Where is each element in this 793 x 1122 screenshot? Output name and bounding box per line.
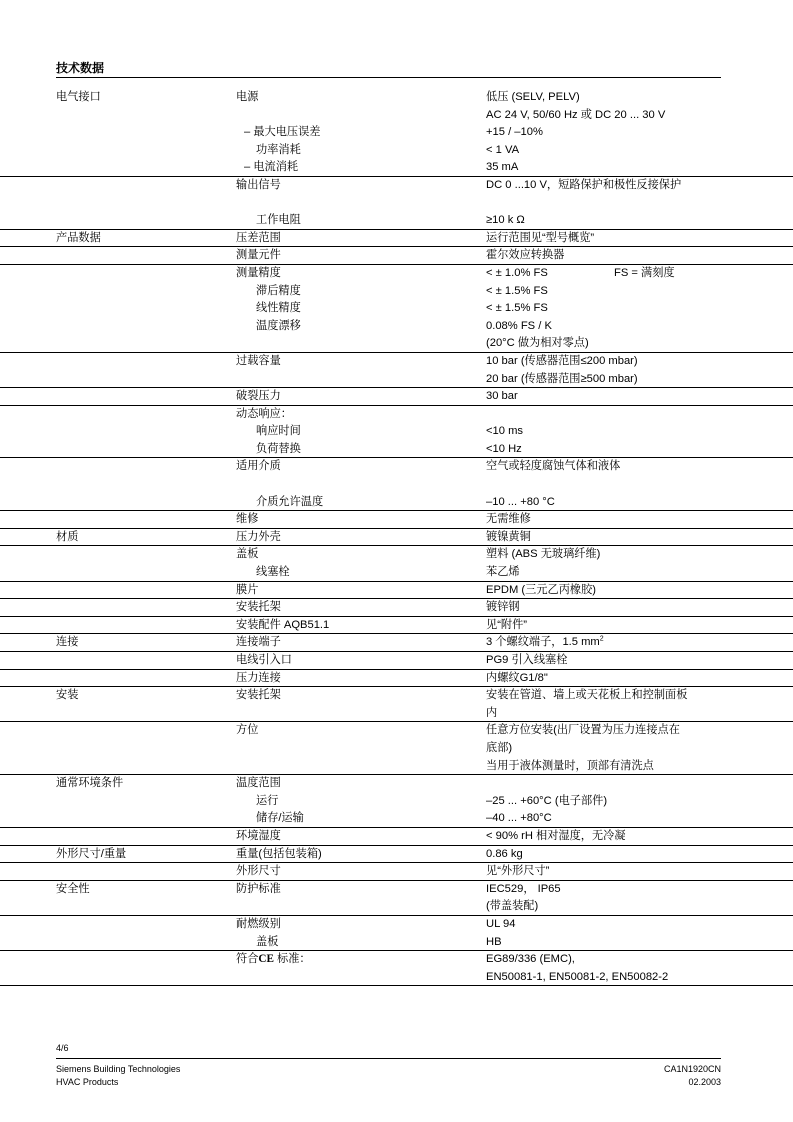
table-row bbox=[0, 195, 793, 213]
table-row bbox=[0, 353, 793, 371]
spec-value: 35 mA bbox=[486, 161, 519, 174]
table-row bbox=[0, 511, 793, 529]
spec-label: 工作电阻 bbox=[256, 214, 301, 227]
spec-label: 盖板 bbox=[256, 935, 279, 948]
table-row bbox=[0, 247, 793, 265]
table-row bbox=[0, 124, 793, 142]
spec-label: 线塞栓 bbox=[256, 566, 290, 579]
spec-label: 膜片 bbox=[236, 583, 259, 596]
document-date: 02.2003 bbox=[688, 1076, 721, 1087]
spec-value: 20 bar (传感器范围≥500 mbar) bbox=[486, 372, 638, 385]
footer-left bbox=[56, 1063, 180, 1089]
spec-label: 温度漂移 bbox=[256, 319, 301, 332]
table-row bbox=[0, 705, 793, 723]
spec-label: 破裂压力 bbox=[236, 390, 281, 403]
spec-value: 内螺纹G1/8" bbox=[486, 671, 548, 684]
table-row bbox=[0, 423, 793, 441]
table-row bbox=[0, 265, 793, 283]
spec-value: (20°C 做为相对零点) bbox=[486, 337, 589, 350]
title-divider bbox=[56, 77, 721, 78]
spec-label: 安装托架 bbox=[236, 689, 281, 702]
compliance-label: 符合 bbox=[236, 953, 259, 966]
spec-value: 0.08% FS / K bbox=[486, 319, 552, 332]
spec-note: FS = 满刻度 bbox=[614, 266, 675, 279]
spec-value: 见“外形尺寸” bbox=[486, 865, 550, 878]
table-row bbox=[0, 159, 793, 177]
table-row bbox=[0, 494, 793, 512]
table-row bbox=[0, 599, 793, 617]
table-row bbox=[0, 283, 793, 301]
spec-value: 低压 (SELV, PELV) bbox=[486, 91, 580, 103]
spec-label: 动态响应： bbox=[236, 407, 292, 420]
spec-label: 测量元件 bbox=[236, 249, 281, 262]
ce-mark: CE bbox=[258, 953, 274, 966]
table-row bbox=[0, 634, 793, 652]
table-row bbox=[0, 969, 793, 987]
table-row bbox=[0, 458, 793, 476]
table-row bbox=[0, 810, 793, 828]
table-row bbox=[0, 564, 793, 582]
spec-label: – 电流消耗 bbox=[244, 161, 299, 174]
spec-label: 适用介质 bbox=[236, 460, 281, 473]
spec-value: < ± 1.5% FS bbox=[486, 284, 548, 297]
spec-label: 维修 bbox=[236, 513, 259, 526]
spec-value: 镀镍黄铜 bbox=[486, 530, 531, 543]
spec-label: 重量(包括包装箱) bbox=[236, 847, 322, 860]
category-label: 外形尺寸/重量 bbox=[56, 847, 127, 860]
spec-value: 无需维修 bbox=[486, 513, 531, 526]
table-row bbox=[0, 898, 793, 916]
table-row bbox=[0, 107, 793, 125]
division-name: HVAC Products bbox=[56, 1076, 119, 1087]
spec-label bbox=[236, 951, 311, 969]
page-number: 4/6 bbox=[56, 1043, 69, 1053]
spec-label: 测量精度 bbox=[236, 266, 281, 279]
table-row bbox=[0, 828, 793, 846]
table-row bbox=[0, 722, 793, 740]
spec-value: 0.86 kg bbox=[486, 847, 523, 860]
spec-value: EPDM (三元乙丙橡胶) bbox=[486, 583, 597, 596]
spec-value: < 1 VA bbox=[486, 143, 520, 156]
spec-value: (带盖装配) bbox=[486, 900, 539, 913]
spec-label: 介质允许温度 bbox=[256, 495, 324, 508]
table-row bbox=[0, 212, 793, 230]
table-row bbox=[0, 916, 793, 934]
spec-label: 压力外壳 bbox=[236, 530, 281, 543]
spec-label: 安装配件 AQB51.1 bbox=[236, 618, 330, 631]
table-row bbox=[0, 406, 793, 424]
table-row bbox=[0, 335, 793, 353]
table-row bbox=[0, 89, 793, 107]
spec-label: 盖板 bbox=[236, 548, 259, 561]
table-row bbox=[0, 546, 793, 564]
footer-divider bbox=[56, 1058, 721, 1059]
table-row bbox=[0, 582, 793, 600]
spec-label: 运行 bbox=[256, 794, 279, 807]
table-row bbox=[0, 951, 793, 969]
spec-label: 储存/运输 bbox=[256, 812, 304, 825]
spec-label: 安装托架 bbox=[236, 601, 281, 614]
spec-value: < 90% rH 相对湿度，无冷凝 bbox=[486, 829, 626, 842]
spec-value: 内 bbox=[486, 706, 498, 719]
spec-label: 耐燃级别 bbox=[236, 917, 281, 930]
squared-superscript: 2 bbox=[599, 635, 604, 643]
spec-table bbox=[0, 89, 793, 986]
table-row bbox=[0, 881, 793, 899]
spec-value: <10 ms bbox=[486, 425, 523, 438]
table-row bbox=[0, 476, 793, 494]
category-label: 安装 bbox=[56, 689, 79, 702]
spec-label: 环境湿度 bbox=[236, 829, 281, 842]
spec-value: 任意方位安装(出厂设置为压力连接点在 bbox=[486, 724, 680, 737]
spec-label: 压差范围 bbox=[236, 231, 281, 244]
table-row bbox=[0, 740, 793, 758]
spec-label: 输出信号 bbox=[236, 178, 281, 191]
spec-value: 塑料 (ABS 无玻璃纤维) bbox=[486, 548, 601, 561]
terminal-spec-text: 3 个螺纹端子，1.5 mm bbox=[486, 636, 600, 649]
spec-value: < ± 1.0% FS bbox=[486, 266, 548, 279]
category-label: 连接 bbox=[56, 636, 79, 649]
spec-value: 镀锌钢 bbox=[486, 601, 520, 614]
spec-label: 外形尺寸 bbox=[236, 865, 281, 878]
spec-label: 电线引入口 bbox=[236, 654, 292, 666]
table-row bbox=[0, 934, 793, 952]
spec-value: 10 bar (传感器范围≤200 mbar) bbox=[486, 354, 638, 367]
spec-value: –10 ... +80 °C bbox=[486, 495, 555, 508]
company-name: Siemens Building Technologies bbox=[56, 1064, 181, 1074]
spec-value: –40 ... +80°C bbox=[486, 812, 552, 825]
table-row bbox=[0, 142, 793, 160]
spec-value: PG9 引入线塞栓 bbox=[486, 654, 568, 666]
table-row bbox=[0, 230, 793, 248]
spec-label: – 最大电压误差 bbox=[244, 126, 321, 139]
spec-value: ≥10 k Ω bbox=[486, 214, 525, 227]
spec-label: 温度范围 bbox=[236, 777, 281, 790]
spec-value: IEC529， IP65 bbox=[486, 882, 561, 895]
table-row bbox=[0, 441, 793, 459]
category-label: 安全性 bbox=[56, 882, 90, 895]
spec-label: 负荷替换 bbox=[256, 442, 301, 455]
spec-value: DC 0 ...10 V，短路保护和极性反接保护 bbox=[486, 178, 682, 191]
spec-value: <10 Hz bbox=[486, 442, 522, 455]
table-row bbox=[0, 318, 793, 336]
spec-value: 30 bar bbox=[486, 390, 518, 403]
spec-value: EN50081-1, EN50081-2, EN50082-2 bbox=[486, 970, 669, 983]
spec-value: < ± 1.5% FS bbox=[486, 302, 548, 315]
table-row bbox=[0, 617, 793, 635]
spec-value: 当用于液体测量时，顶部有清洗点 bbox=[486, 759, 654, 772]
spec-label: 方位 bbox=[236, 724, 259, 737]
category-label: 产品数据 bbox=[56, 231, 101, 244]
footer-right bbox=[664, 1063, 721, 1089]
spec-value: EG89/336 (EMC), bbox=[486, 953, 575, 966]
spec-label: 连接端子 bbox=[236, 636, 281, 649]
table-row bbox=[0, 388, 793, 406]
spec-value: HB bbox=[486, 935, 502, 948]
spec-value: 空气或轻度腐蚀气体和液体 bbox=[486, 460, 621, 473]
spec-value: 霍尔效应转换器 bbox=[486, 249, 565, 262]
category-label: 电气接口 bbox=[56, 91, 101, 103]
category-label: 材质 bbox=[56, 530, 79, 543]
table-row bbox=[0, 670, 793, 688]
spec-value: +15 / –10% bbox=[486, 126, 543, 139]
table-row bbox=[0, 846, 793, 864]
table-row bbox=[0, 687, 793, 705]
spec-value bbox=[486, 634, 604, 652]
table-row bbox=[0, 793, 793, 811]
spec-label: 功率消耗 bbox=[256, 143, 301, 156]
table-row bbox=[0, 863, 793, 881]
spec-label: 防护标准 bbox=[236, 882, 281, 895]
table-row bbox=[0, 652, 793, 670]
table-row bbox=[0, 775, 793, 793]
spec-label: 线性精度 bbox=[256, 302, 301, 315]
spec-label: 电源 bbox=[236, 91, 259, 103]
spec-label: 压力连接 bbox=[236, 671, 281, 684]
spec-value: 见“附件” bbox=[486, 618, 528, 631]
spec-value: 运行范围见“型号概览” bbox=[486, 231, 595, 244]
table-row bbox=[0, 177, 793, 195]
spec-value: UL 94 bbox=[486, 917, 516, 930]
spec-value: 安装在管道、墙上或天花板上和控制面板 bbox=[486, 689, 688, 702]
table-row bbox=[0, 371, 793, 389]
spec-value: 苯乙烯 bbox=[486, 566, 520, 579]
spec-value: –25 ... +60°C (电子部件) bbox=[486, 794, 608, 807]
spec-label: 滞后精度 bbox=[256, 284, 301, 297]
category-label: 通常环境条件 bbox=[56, 777, 124, 790]
table-row bbox=[0, 300, 793, 318]
document-code: CA1N1920CN bbox=[663, 1064, 721, 1074]
spec-value: 底部) bbox=[486, 741, 513, 754]
spec-value: AC 24 V, 50/60 Hz 或 DC 20 ... 30 V bbox=[486, 108, 666, 121]
table-row bbox=[0, 758, 793, 776]
page-title: 技术数据 bbox=[56, 61, 105, 75]
spec-label: 响应时间 bbox=[256, 425, 301, 438]
table-row bbox=[0, 529, 793, 547]
standard-label: 标准： bbox=[273, 953, 311, 966]
spec-label: 过载容量 bbox=[236, 354, 281, 367]
